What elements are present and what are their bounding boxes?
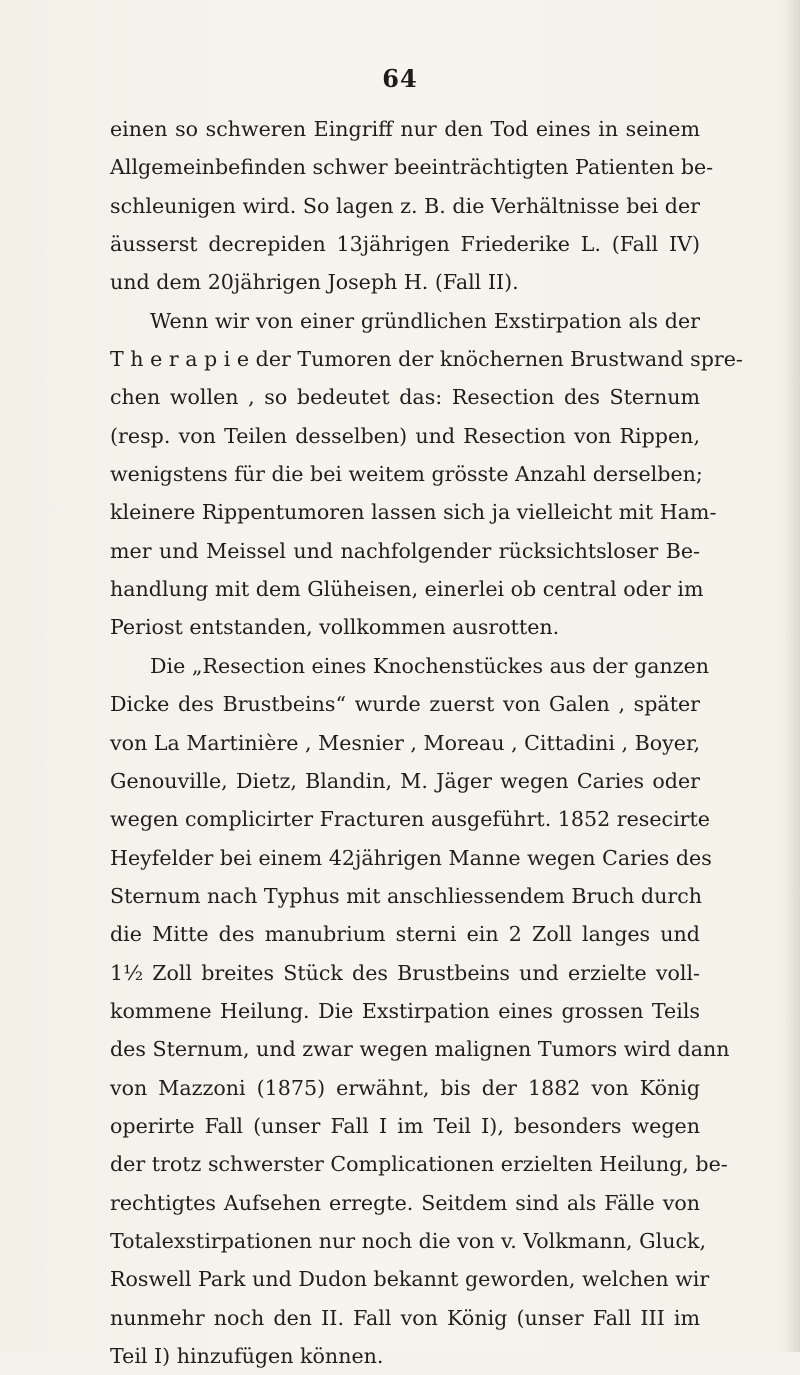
- text-line: einen so schweren Eingriff nur den Tod eines in seinem: [110, 117, 700, 141]
- text-line: Wenn wir von einer gründlichen Exstirpation als der: [150, 308, 700, 333]
- text-line: von La Martinière , Mesnier , Moreau , Cittadini , Boyer,: [110, 730, 701, 755]
- page-number: 64: [382, 64, 418, 93]
- text-line: T h e r a p i e der Tumoren der knöchernen Brustwand spre-: [110, 347, 743, 372]
- text-line: wenigstens für die bei weitem grösste Anzahl derselben;: [110, 462, 703, 487]
- text-line: äusserst decrepiden 13jährigen Friederike L. (Fall IV): [110, 232, 700, 257]
- page-edge-shadow: [782, 0, 800, 1352]
- paragraph-2: [110, 302, 743, 647]
- text-line: chen wollen , so bedeutet das: Resection des Sternum: [110, 385, 700, 410]
- text-line: kleinere Rippentumoren lassen sich ja vielleicht mit Ham-: [110, 500, 717, 525]
- text-line: des Sternum, und zwar wegen malignen Tumors wird dann: [110, 1037, 730, 1062]
- text-line: Allgemeinbefinden schwer beeinträchtigten Patienten be-: [110, 155, 714, 180]
- text-line: Genouville, Dietz, Blandin, M. Jäger wegen Caries oder: [110, 768, 700, 793]
- text-line: kommene Heilung. Die Exstirpation eines grossen Teils: [110, 998, 700, 1023]
- text-line: operirte Fall (unser Fall I im Teil I), besonders wegen: [110, 1113, 700, 1138]
- text-line: Totalexstirpationen nur noch die von v. Volkmann, Gluck,: [110, 1228, 707, 1253]
- text-line: Sternum nach Typhus mit anschliessendem Bruch durch: [110, 883, 702, 908]
- text-line: und dem 20jährigen Joseph H. (Fall II).: [110, 270, 519, 295]
- text-line: die Mitte des manubrium sterni ein 2 Zoll langes und: [110, 922, 700, 947]
- text-line: Dicke des Brustbeins“ wurde zuerst von Galen , später: [110, 692, 700, 717]
- text-line: handlung mit dem Glüheisen, einerlei ob central oder im: [110, 577, 704, 602]
- text-line: wegen complicirter Fracturen ausgeführt. 1852 resecirte: [110, 807, 710, 832]
- paragraph-3: [110, 647, 730, 1375]
- text-line: 1½ Zoll breites Stück des Brustbeins und erzielte voll-: [110, 960, 700, 985]
- paragraph-1: [110, 110, 714, 302]
- text-line: Periost entstanden, vollkommen ausrotten.: [110, 615, 560, 640]
- text-line: Heyfelder bei einem 42jährigen Manne wegen Caries des: [110, 845, 712, 870]
- text-line: rechtigtes Aufsehen erregte. Seitdem sind als Fälle von: [110, 1190, 700, 1215]
- text-line: mer und Meissel und nachfolgender rücksichtsloser Be-: [110, 538, 700, 563]
- text-line: Die „Resection eines Knochenstückes aus der ganzen: [150, 653, 710, 678]
- text-line: nunmehr noch den II. Fall von König (unser Fall III im: [110, 1305, 700, 1330]
- text-line: Teil I) hinzufügen können.: [110, 1344, 384, 1368]
- body-text: [110, 110, 743, 1375]
- text-line: von Mazzoni (1875) erwähnt, bis der 1882 von König: [110, 1075, 700, 1100]
- text-line: der trotz schwerster Complicationen erzielten Heilung, be-: [110, 1152, 728, 1177]
- text-line: (resp. von Teilen desselben) und Resection von Rippen,: [110, 423, 700, 448]
- text-line: Roswell Park und Dudon bekannt geworden, welchen wir: [110, 1267, 710, 1292]
- text-line: schleunigen wird. So lagen z. B. die Verhältnisse bei der: [110, 193, 700, 218]
